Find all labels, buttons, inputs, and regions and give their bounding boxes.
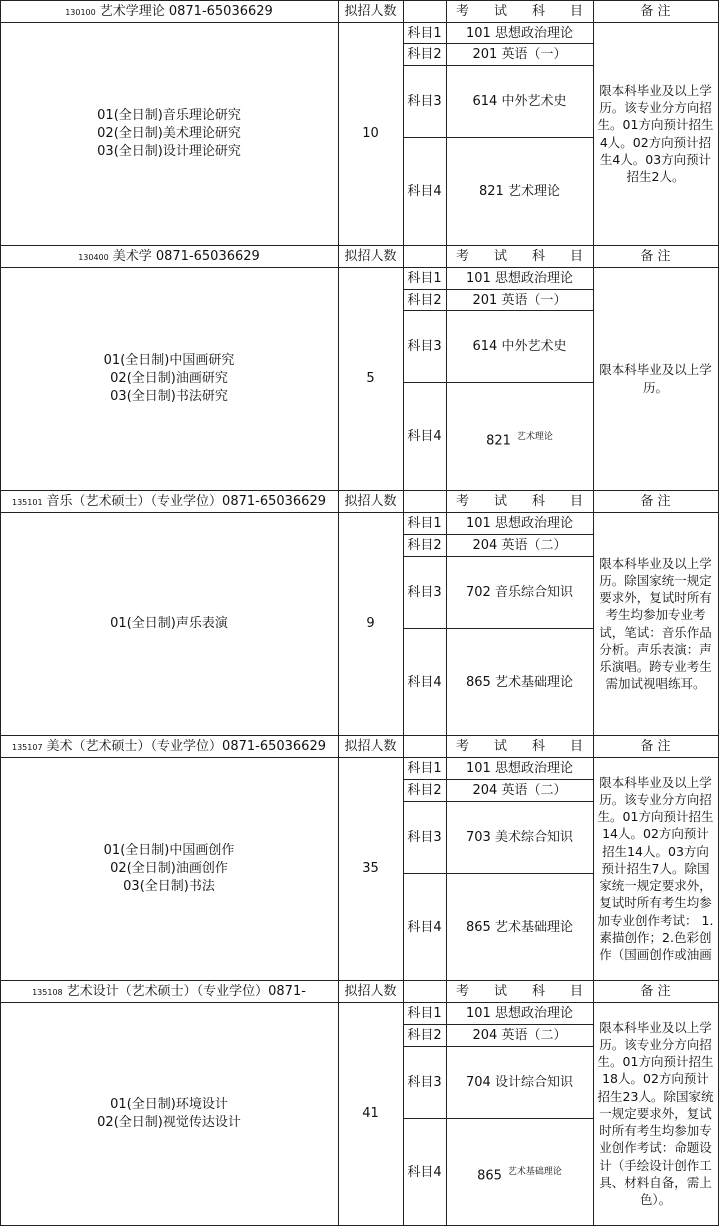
- section-top-border: [0, 735, 719, 736]
- subject-number: 3: [433, 1075, 442, 1090]
- remarks-column-border: [593, 980, 594, 1225]
- quota-header-label: 拟招人数: [344, 984, 397, 999]
- subject-prefix: 科目: [407, 47, 434, 62]
- subject-label: [403, 138, 446, 246]
- header-bottom-border: [0, 757, 719, 758]
- quota-header-label: 拟招人数: [344, 249, 397, 264]
- remarks-header-label: 备 注: [640, 494, 671, 509]
- subject-number: 4: [433, 675, 442, 690]
- subject-prefix: 科目: [407, 1006, 434, 1021]
- section-top-border: [0, 0, 719, 1]
- subject-prefix: 科目: [407, 675, 434, 690]
- quota-header: [338, 982, 403, 1002]
- subject-prefix: 科目: [407, 830, 434, 845]
- subject-prefix: 科目: [407, 585, 434, 600]
- exam-header: [446, 737, 593, 757]
- subject-name: [446, 557, 593, 629]
- remarks-header: [593, 2, 718, 22]
- remarks-header: [593, 492, 718, 512]
- remarks-text: 限本科毕业及以上学历。该专业分方向招生。01方向预计招生14人。02方向预计招生14人。03方向预计招生7人。除国家统一规定要求外，复试时所有考生均参加专业创作考试： 1.素描创作；2.色彩创作（国画创作或油画: [597, 774, 714, 962]
- quota-value: [338, 125, 403, 143]
- major-title: [2, 2, 336, 22]
- subject-label: [403, 557, 446, 629]
- quota-number: 9: [366, 615, 375, 631]
- subject-title: 865 艺术基础理论: [466, 675, 573, 690]
- header-bottom-border: [0, 512, 719, 513]
- subject-name: [446, 1003, 593, 1025]
- subject-name: [446, 513, 593, 535]
- directions-cell: [0, 615, 338, 633]
- quota-value: [338, 615, 403, 633]
- subject-label: [403, 780, 446, 802]
- subject-number: 3: [433, 585, 442, 600]
- quota-header: [338, 247, 403, 267]
- table-bottom-border: [0, 1225, 719, 1226]
- exam-header: [446, 2, 593, 22]
- subject-label: [403, 268, 446, 290]
- subject-prefix: 科目: [407, 1075, 434, 1090]
- direction-item: 01(全日制)环境设计: [110, 1096, 228, 1112]
- remarks-header: [593, 982, 718, 1002]
- remarks-header: [593, 737, 718, 757]
- quota-value: [338, 370, 403, 388]
- subject-label: [403, 44, 446, 66]
- quota-header: [338, 2, 403, 22]
- subject-title: 101 思想政治理论: [466, 1006, 573, 1021]
- exam-header-char: 试: [493, 249, 507, 264]
- subject-small-label: 艺术基础理论: [507, 1167, 562, 1177]
- subject-title: 204 英语（二）: [472, 783, 567, 798]
- exam-header-char: 考: [456, 984, 470, 999]
- major-code: 135108: [32, 988, 63, 997]
- direction-item: 02(全日制)视觉传达设计: [97, 1114, 241, 1130]
- remarks-header-label: 备 注: [640, 4, 671, 19]
- subject-number: 2: [433, 1028, 442, 1043]
- exam-header-char: 考: [456, 739, 470, 754]
- major-name-phone: 艺术设计（艺术硕士）（专业学位）0871-: [66, 984, 306, 999]
- major-name-phone: 美术学 0871-65036629: [112, 249, 260, 264]
- subject-name: [446, 874, 593, 981]
- subject-name: [446, 290, 593, 311]
- major-code: 130400: [78, 253, 109, 262]
- subject-title: 821 艺术理论: [479, 184, 560, 199]
- quota-column-border: [338, 0, 339, 245]
- quota-header-label: 拟招人数: [344, 4, 397, 19]
- subject-prefix: 科目: [407, 339, 434, 354]
- table-right-border: [718, 490, 719, 736]
- subject-name: [446, 535, 593, 557]
- header-bottom-border: [0, 1002, 719, 1003]
- subject-title: 204 英语（二）: [472, 1028, 567, 1043]
- exam-header: [446, 982, 593, 1002]
- exam-header-char: 试: [493, 494, 507, 509]
- major-code: 135107: [12, 743, 43, 752]
- subject-number: 1: [433, 271, 442, 286]
- subject-prefix: 科目: [407, 761, 434, 776]
- subject-name: [446, 138, 593, 246]
- remarks-column-border: [593, 735, 594, 980]
- exam-header-char: 考: [456, 4, 470, 19]
- table-right-border: [718, 735, 719, 981]
- subject-name: [446, 383, 593, 491]
- quota-column-border: [338, 490, 339, 735]
- exam-header: [446, 492, 593, 512]
- subject-number: 1: [433, 516, 442, 531]
- subject-label: [403, 1003, 446, 1025]
- subject-prefix: 科目: [407, 920, 434, 935]
- table-right-border: [718, 0, 719, 246]
- remarks-text: 限本科毕业及以上学历。: [599, 362, 712, 395]
- major-title: [2, 982, 336, 1002]
- subject-number: 2: [433, 47, 442, 62]
- quota-number: 10: [362, 125, 379, 141]
- subject-name: [446, 802, 593, 874]
- subject-label: [403, 1047, 446, 1119]
- remarks-header-label: 备 注: [640, 739, 671, 754]
- subject-prefix: 科目: [407, 271, 434, 286]
- subject-name: [446, 66, 593, 138]
- quota-header: [338, 737, 403, 757]
- subject-label: [403, 383, 446, 491]
- subject-prefix: 科目: [407, 184, 434, 199]
- direction-item: 02(全日制)油画创作: [110, 860, 228, 876]
- exam-header-char: 科: [531, 249, 545, 264]
- exam-header-char: 目: [569, 984, 583, 999]
- exam-header: [446, 247, 593, 267]
- subject-name: [446, 1025, 593, 1047]
- exam-header-char: 目: [569, 494, 583, 509]
- subject-number: 4: [433, 1165, 442, 1180]
- exam-header-char: 目: [569, 4, 583, 19]
- remarks-column-border: [593, 490, 594, 735]
- subject-number: 3: [433, 94, 442, 109]
- major-title: [2, 492, 336, 512]
- subject-title: 101 思想政治理论: [466, 271, 573, 286]
- direction-item: 02(全日制)美术理论研究: [97, 125, 241, 141]
- exam-header-char: 试: [493, 4, 507, 19]
- subject-title: 101 思想政治理论: [466, 516, 573, 531]
- subject-label: [403, 874, 446, 981]
- subject-title: 101 思想政治理论: [466, 26, 573, 41]
- subject-label: [403, 513, 446, 535]
- subject-label: [403, 66, 446, 138]
- subject-small-label: 艺术理论: [516, 432, 553, 442]
- subject-label: [403, 629, 446, 736]
- exam-header-char: 考: [456, 249, 470, 264]
- subject-number: 3: [433, 339, 442, 354]
- quota-column-border: [338, 980, 339, 1225]
- section-top-border: [0, 490, 719, 491]
- exam-header-char: 考: [456, 494, 470, 509]
- subject-name: [446, 311, 593, 383]
- subject-label: [403, 23, 446, 44]
- section-top-border: [0, 980, 719, 981]
- subject-label: [403, 802, 446, 874]
- subject-prefix: 科目: [407, 1165, 434, 1180]
- exam-header-char: 科: [531, 4, 545, 19]
- subject-number: 3: [433, 830, 442, 845]
- directions-cell: [0, 842, 338, 896]
- direction-item: 01(全日制)中国画研究: [103, 352, 235, 368]
- subject-title: 865: [477, 1168, 502, 1184]
- header-bottom-border: [0, 267, 719, 268]
- subject-title: 704 设计综合知识: [466, 1075, 573, 1090]
- quota-number: 41: [362, 1105, 379, 1121]
- subject-number: 2: [433, 783, 442, 798]
- subject-number: 2: [433, 538, 442, 553]
- subject-label: [403, 758, 446, 780]
- subject-label: [403, 311, 446, 383]
- table-right-border: [718, 245, 719, 491]
- remarks-column-border: [593, 0, 594, 245]
- direction-item: 01(全日制)声乐表演: [110, 615, 228, 631]
- major-title: [2, 247, 336, 267]
- table-left-border: [0, 490, 1, 736]
- quota-header: [338, 492, 403, 512]
- directions-cell: [0, 1096, 338, 1132]
- subject-number: 4: [433, 429, 442, 444]
- major-code: 130100: [65, 8, 96, 17]
- direction-item: 03(全日制)书法: [123, 878, 215, 894]
- subject-title: 865 艺术基础理论: [466, 920, 573, 935]
- remarks-text: 限本科毕业及以上学历。该专业分方向招生。01方向预计招生4人。02方向预计招生4人。03方向预计招生2人。: [597, 82, 714, 184]
- subject-prefix: 科目: [407, 293, 434, 308]
- remarks-header: [593, 247, 718, 267]
- subject-name: [446, 268, 593, 290]
- major-name-phone: 音乐（艺术硕士）（专业学位）0871-65036629: [46, 494, 326, 509]
- direction-item: 01(全日制)音乐理论研究: [97, 107, 241, 123]
- subject-label: [403, 1119, 446, 1226]
- subject-title: 201 英语（一）: [472, 47, 567, 62]
- subject-name: [446, 758, 593, 780]
- subject-title: 101 思想政治理论: [466, 761, 573, 776]
- quota-header-label: 拟招人数: [344, 494, 397, 509]
- direction-item: 03(全日制)书法研究: [110, 388, 228, 404]
- exam-header-char: 科: [531, 739, 545, 754]
- subject-name: [446, 1119, 593, 1226]
- subject-number: 4: [433, 920, 442, 935]
- subject-name: [446, 629, 593, 736]
- quota-column-border: [338, 245, 339, 490]
- quota-number: 5: [366, 370, 375, 386]
- exam-header-char: 科: [531, 494, 545, 509]
- subject-number: 2: [433, 293, 442, 308]
- subject-label: [403, 535, 446, 557]
- direction-item: 02(全日制)油画研究: [110, 370, 228, 386]
- subject-prefix: 科目: [407, 429, 434, 444]
- subject-name: [446, 44, 593, 66]
- subject-prefix: 科目: [407, 538, 434, 553]
- remarks-text: 限本科毕业及以上学历。除国家统一规定要求外，复试时所有考生均参加专业考试，笔试：音乐作品分析。声乐表演：声乐演唱。跨专业考生需加试视唱练耳。: [599, 555, 712, 692]
- subject-number: 1: [433, 26, 442, 41]
- major-name-phone: 美术（艺术硕士）（专业学位）0871-65036629: [46, 739, 326, 754]
- subject-prefix: 科目: [407, 94, 434, 109]
- subject-prefix: 科目: [407, 783, 434, 798]
- subject-name: [446, 780, 593, 802]
- subject-number: 4: [433, 184, 442, 199]
- exam-header-char: 试: [493, 984, 507, 999]
- subject-number: 1: [433, 1006, 442, 1021]
- direction-item: 03(全日制)设计理论研究: [97, 143, 241, 159]
- directions-cell: [0, 107, 338, 161]
- subject-label: [403, 290, 446, 311]
- subject-name: [446, 1047, 593, 1119]
- quota-value: [338, 1105, 403, 1123]
- remarks-header-label: 备 注: [640, 984, 671, 999]
- subject-title: 821: [486, 433, 511, 449]
- exam-header-char: 目: [569, 249, 583, 264]
- subject-name: [446, 23, 593, 44]
- subject-title: 614 中外艺术史: [472, 339, 567, 354]
- section-top-border: [0, 245, 719, 246]
- major-name-phone: 艺术学理论 0871-65036629: [99, 4, 273, 19]
- subject-title: 204 英语（二）: [472, 538, 567, 553]
- direction-item: 01(全日制)中国画创作: [103, 842, 235, 858]
- subject-title: 703 美术综合知识: [466, 830, 573, 845]
- exam-header-char: 目: [569, 739, 583, 754]
- subject-prefix: 科目: [407, 1028, 434, 1043]
- quota-header-label: 拟招人数: [344, 739, 397, 754]
- major-title: [2, 737, 336, 757]
- quota-number: 35: [362, 860, 379, 876]
- subject-title: 702 音乐综合知识: [466, 585, 573, 600]
- remarks-header-label: 备 注: [640, 249, 671, 264]
- quota-value: [338, 860, 403, 878]
- major-code: 135101: [12, 498, 43, 507]
- quota-column-border: [338, 735, 339, 980]
- header-bottom-border: [0, 22, 719, 23]
- subject-prefix: 科目: [407, 516, 434, 531]
- remarks-text: 限本科毕业及以上学历。该专业分方向招生。01方向预计招生18人。02方向预计招生23人。除国家统一规定要求外，复试时所有考生均参加专业创作考试：命题设计（手绘设计创作工具、材料自备，需上色）。: [597, 1019, 714, 1207]
- remarks-column-border: [593, 245, 594, 490]
- table-right-border: [718, 980, 719, 1226]
- directions-cell: [0, 352, 338, 406]
- subject-label: [403, 1025, 446, 1047]
- exam-header-char: 科: [531, 984, 545, 999]
- exam-header-char: 试: [493, 739, 507, 754]
- subject-number: 1: [433, 761, 442, 776]
- subject-prefix: 科目: [407, 26, 434, 41]
- subject-title: 614 中外艺术史: [472, 94, 567, 109]
- subject-title: 201 英语（一）: [472, 293, 567, 308]
